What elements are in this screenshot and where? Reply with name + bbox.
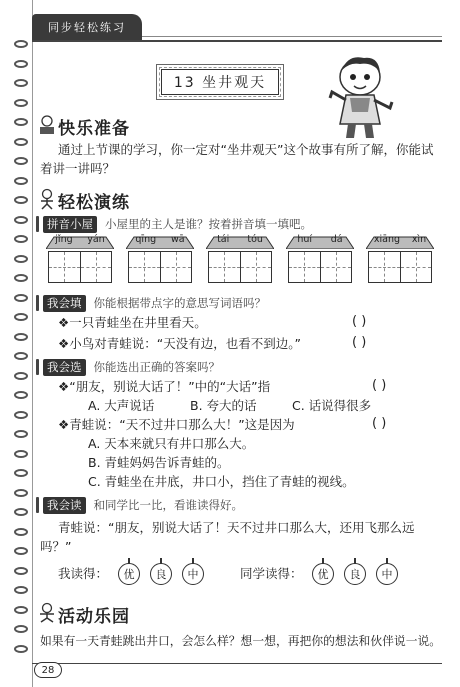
pinyin-text: qīng <box>135 234 157 245</box>
spiral-ring <box>14 216 28 224</box>
task-fill-label: 我会填 <box>43 295 86 312</box>
task-choose-question: 你能选出正确的答案吗？ <box>93 360 220 374</box>
spiral-ring <box>14 99 28 107</box>
page-number: 28 <box>34 662 62 678</box>
writing-cell[interactable] <box>81 252 112 282</box>
choose-q1-option-b[interactable]: B. 夸大的话 <box>190 398 257 413</box>
running-kid-icon <box>36 188 58 210</box>
task-choose-label: 我会选 <box>43 359 86 376</box>
choose-q1-option-c[interactable]: C. 话说得很多 <box>292 398 372 413</box>
pinyin-text: dá <box>330 234 343 245</box>
section-heading-practice: 轻松演练 <box>58 193 130 213</box>
spiral-ring <box>14 586 28 594</box>
fill-item-2: ❖小鸟对青蛙说：“天没有边，也看不到边。” <box>58 336 301 351</box>
self-rating-good[interactable]: 良 <box>150 563 172 585</box>
pinyin-house-5 <box>368 235 432 289</box>
peer-rating-good[interactable]: 良 <box>344 563 366 585</box>
lesson-title-text: 13 坐井观天 <box>173 75 267 91</box>
section-heading-prepare: 快乐准备 <box>58 119 130 139</box>
header-tab <box>32 14 142 40</box>
pinyin-text: wā <box>170 234 185 245</box>
read-line2: 吗？” <box>40 539 72 554</box>
spiral-ring <box>14 40 28 48</box>
writing-cell[interactable] <box>209 252 241 282</box>
spiral-ring <box>14 606 28 614</box>
pinyin-text: xìn <box>411 234 427 245</box>
spiral-ring <box>14 372 28 380</box>
peer-rating-excellent[interactable]: 优 <box>312 563 334 585</box>
spiral-ring <box>14 430 28 438</box>
spiral-ring <box>14 177 28 185</box>
choose-q1: ❖“朋友，别说大话了！”中的“大话”指 <box>58 379 271 394</box>
prepare-text-line2: 着讲一讲吗？ <box>40 161 116 176</box>
header-tab-label: 同步轻松练习 <box>48 21 126 34</box>
writing-cell[interactable] <box>321 252 352 282</box>
boy-mascot-icon <box>320 52 400 142</box>
task-read-question: 和同学比一比，看谁读得好。 <box>93 498 243 512</box>
task-read-label: 我会读 <box>43 497 86 514</box>
spiral-ring <box>14 489 28 497</box>
choose-q2-option-b[interactable]: B. 青蛙妈妈告诉青蛙的。 <box>88 455 230 470</box>
pinyin-text: huí <box>297 234 313 245</box>
writing-cell[interactable] <box>161 252 192 282</box>
spiral-ring <box>14 138 28 146</box>
writing-cell[interactable] <box>241 252 272 282</box>
self-rating-label: 我读得： <box>58 566 109 581</box>
fill-item-1: ❖一只青蛙坐在井里看天。 <box>58 315 207 330</box>
spiral-ring <box>14 294 28 302</box>
choose-q2-answer[interactable]: ( ) <box>372 416 387 431</box>
task-pinyin <box>36 215 312 233</box>
choose-q2-text: 青蛙说：“天不过井口那么大！”这是因为 <box>69 417 295 432</box>
choose-q2-option-c[interactable]: C. 青蛙坐在井底，井口小，挡住了青蛙的视线。 <box>88 474 355 489</box>
spiral-ring <box>14 528 28 536</box>
lesson-title <box>161 69 279 95</box>
task-fill-question: 你能根据带点字的意思写词语吗？ <box>93 296 266 310</box>
spiral-ring <box>14 196 28 204</box>
spiral-ring <box>14 547 28 555</box>
pinyin-text: xiāng <box>373 234 401 245</box>
task-fill <box>36 294 266 312</box>
margin-line <box>32 0 33 687</box>
fill-item-1-text: 一只青蛙坐在井里看天。 <box>69 315 207 330</box>
pinyin-house-2 <box>128 235 192 289</box>
spiral-ring <box>14 508 28 516</box>
writing-cell[interactable] <box>49 252 81 282</box>
peer-rating-fair[interactable]: 中 <box>376 563 398 585</box>
writing-cell[interactable] <box>129 252 161 282</box>
spiral-binding <box>14 40 28 670</box>
footer-rule <box>32 663 442 664</box>
spiral-ring <box>14 313 28 321</box>
task-pinyin-question: 小屋里的主人是谁？按着拼音填一填吧。 <box>105 217 312 231</box>
writing-cell[interactable] <box>369 252 401 282</box>
pinyin-text: tóu <box>247 234 263 245</box>
task-choose <box>36 358 220 376</box>
playing-kid-icon <box>36 602 58 624</box>
spiral-ring <box>14 79 28 87</box>
prepare-text-line1: 通过上节课的学习，你一定对“坐井观天”这个故事有所了解，你能试 <box>58 142 434 157</box>
pinyin-text: yán <box>87 234 105 245</box>
read-line1: 青蛙说：“朋友，别说大话了！天不过井口那么大，还用飞那么远 <box>58 520 415 535</box>
spiral-ring <box>14 60 28 68</box>
choose-q1-answer[interactable]: ( ) <box>372 378 387 393</box>
spiral-ring <box>14 567 28 575</box>
fill-item-2-text: 小鸟对青蛙说：“天没有边，也看不到边。” <box>69 336 301 351</box>
spiral-ring <box>14 255 28 263</box>
spiral-ring <box>14 157 28 165</box>
activity-text: 如果有一天青蛙跳出井口，会怎么样？想一想，再把你的想法和伙伴说一说。 <box>40 634 442 648</box>
pinyin-house-3 <box>208 235 272 289</box>
fill-answer-2[interactable]: ( ) <box>352 335 367 350</box>
self-rating-excellent[interactable]: 优 <box>118 563 140 585</box>
choose-q2: ❖青蛙说：“天不过井口那么大！”这是因为 <box>58 417 295 432</box>
spiral-ring <box>14 352 28 360</box>
choose-q1-text: “朋友，别说大话了！”中的“大话”指 <box>69 379 271 394</box>
spiral-ring <box>14 333 28 341</box>
writing-cell[interactable] <box>289 252 321 282</box>
pinyin-house-4 <box>288 235 352 289</box>
task-read <box>36 496 243 514</box>
reading-kid-icon <box>36 114 58 136</box>
spiral-ring <box>14 645 28 653</box>
header-rule-thin <box>142 36 442 37</box>
spiral-ring <box>14 274 28 282</box>
choose-q2-option-a[interactable]: A. 天本来就只有井口那么大。 <box>88 436 255 451</box>
spiral-ring <box>14 235 28 243</box>
spiral-ring <box>14 625 28 633</box>
fill-answer-1[interactable]: ( ) <box>352 314 367 329</box>
writing-cell[interactable] <box>401 252 432 282</box>
pinyin-text: jǐng <box>55 234 73 245</box>
choose-q1-option-a[interactable]: A. 大声说话 <box>88 398 155 413</box>
task-pinyin-label: 拼音小屋 <box>43 216 97 233</box>
spiral-ring <box>14 118 28 126</box>
pinyin-house-1 <box>48 235 112 289</box>
header-rule <box>32 40 442 42</box>
spiral-ring <box>14 391 28 399</box>
section-heading-activity: 活动乐园 <box>58 607 130 627</box>
spiral-ring <box>14 411 28 419</box>
peer-rating-label: 同学读得： <box>240 566 303 581</box>
spiral-ring <box>14 450 28 458</box>
pinyin-text: tái <box>217 234 230 245</box>
self-rating-fair[interactable]: 中 <box>182 563 204 585</box>
spiral-ring <box>14 469 28 477</box>
